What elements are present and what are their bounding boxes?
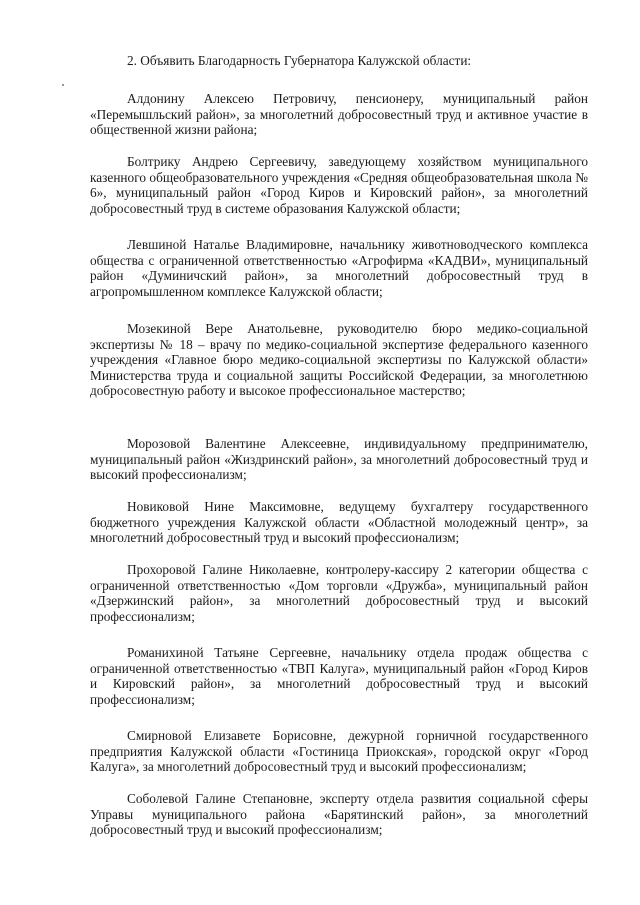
award-paragraph-aldonin: Алдонину Алексею Петровичу, пенсионеру, муниципальный район «Перемышльский район», за многолетний добросовестный труд и активное участие в общественной жизни района;: [90, 91, 588, 138]
award-paragraph-novikova: Новиковой Нине Максимовне, ведущему бухгалтеру государственного бюджетного учреждения Калужской области «Областной молодежный центр», за многолетний добросовестный труд и высокий профессионализм;: [90, 499, 588, 546]
award-paragraph-romanikhina: Романихиной Татьяне Сергеевне, начальнику отдела продаж общества с ограниченной ответственностью «ТВП Калуга», муниципальный район «Город Киров и Кировский район», за многолетний добросовестный труд и высокий профессионализм;: [90, 645, 588, 707]
section-heading: 2. Объявить Благодарность Губернатора Калужской области:: [127, 53, 472, 68]
award-paragraph-morozova: Морозовой Валентине Алексеевне, индивидуальному предпринимателю, муниципальный район «Жиздринский район», за многолетний добросовестный труд и высокий профессионализм;: [90, 436, 588, 483]
award-paragraph-mozekina: Мозекиной Вере Анатольевне, руководителю бюро медико-социальной экспертизы № 18 – врачу по медико-социальной экспертизе федерального казенного учреждения «Главное бюро медико-социальной экспертизы по Калужской области» Министерства труда и социальной защиты Российской Федерации, за многолетнюю добросовестную работу и высокое профессиональное мастерство;: [90, 321, 588, 399]
scan-speck: [62, 84, 64, 86]
award-paragraph-boltrik: Болтрику Андрею Сергеевичу, заведующему хозяйством муниципального казенного общеобразовательного учреждения «Средняя общеобразовательная школа № 6», муниципальный район «Город Киров и Кировский район», за многолетний добросовестный труд в системе образования Калужской области;: [90, 154, 588, 216]
award-paragraph-levshina: Левшиной Наталье Владимировне, начальнику животноводческого комплекса общества с ограниченной ответственностью «Агрофирма «КАДВИ», муниципальный район «Думиничский район», за многолетний добросовестный труд в агропромышленном комплексе Калужской области;: [90, 237, 588, 299]
award-paragraph-smirnova: Смирновой Елизавете Борисовне, дежурной горничной государственного предприятия Калужской области «Гостиница Приокская», городской округ «Город Калуга», за многолетний добросовестный труд и высокий профессионализм;: [90, 728, 588, 775]
award-paragraph-soboleva: Соболевой Галине Степановне, эксперту отдела развития социальной сферы Управы муниципального района «Барятинский район», за многолетний добросовестный труд и высокий профессионализм;: [90, 791, 588, 838]
award-paragraph-prokhorova: Прохоровой Галине Николаевне, контролеру-кассиру 2 категории общества с ограниченной ответственностью «Дом торговли «Дружба», муниципальный район «Дзержинский район», за многолетний добросовестный труд и высокий профессионализм;: [90, 562, 588, 624]
